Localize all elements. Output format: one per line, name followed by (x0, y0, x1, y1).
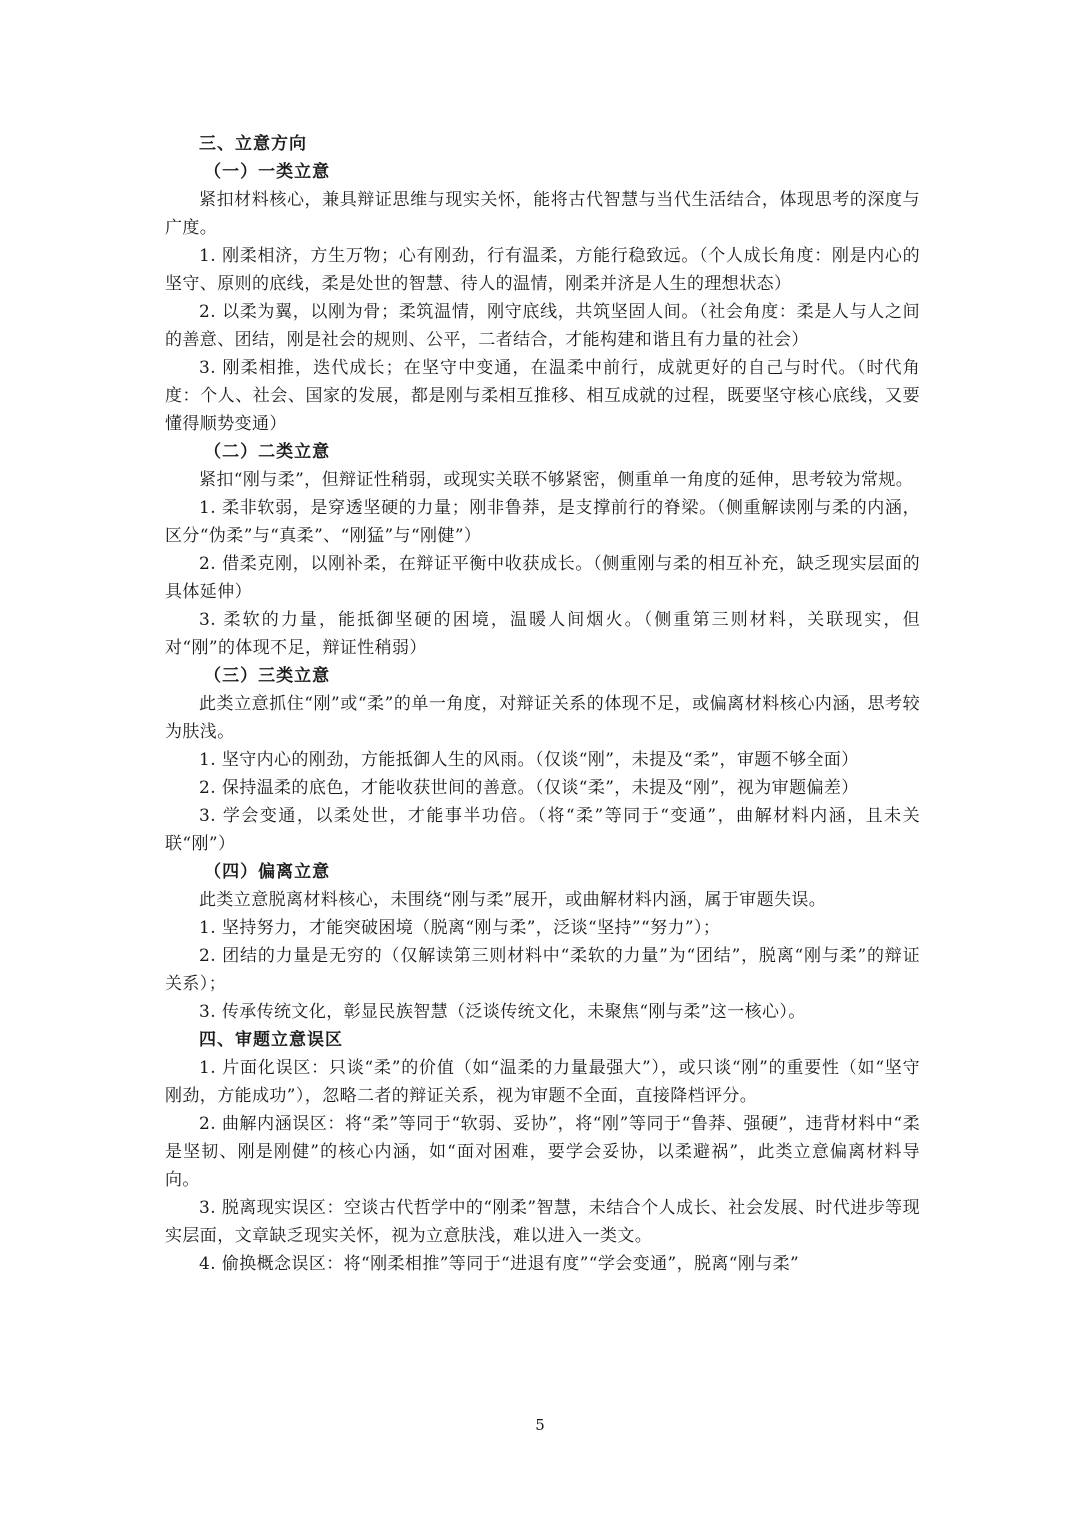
list-item: 3. 传承传统文化，彰显民族智慧（泛谈传统文化，未聚焦“刚与柔”这一核心）。 (199, 1002, 806, 1022)
document-body (165, 130, 920, 1278)
subsection-heading-3: （三）三类立意 (204, 666, 331, 686)
subsection-heading-4: （四）偏离立意 (204, 862, 331, 882)
list-item: 4. 偷换概念误区：将“刚柔相推”等同于“进退有度”“学会变通”，脱离“刚与柔” (199, 1254, 800, 1274)
list-item: 3. 刚柔相推，迭代成长；在坚守中变通，在温柔中前行，成就更好的自己与时代。（时代角度：个人、社会、国家的发展，都是刚与柔相互推移、相互成就的过程，既要坚守核心底线，又要懂得顺势变通） (165, 358, 920, 434)
list-item: 1. 坚持努力，才能突破困境（脱离“刚与柔”，泛谈“坚持”“努力”）； (199, 918, 721, 938)
subsection-heading-2: （二）二类立意 (204, 442, 331, 462)
subsection-heading-1: （一）一类立意 (204, 162, 331, 182)
list-item: 2. 以柔为翼，以刚为骨；柔筑温情，刚守底线，共筑坚固人间。（社会角度：柔是人与人之间的善意、团结，刚是社会的规则、公平，二者结合，才能构建和谐且有力量的社会） (165, 302, 920, 350)
list-item: 1. 柔非软弱，是穿透坚硬的力量；刚非鲁莽，是支撑前行的脊梁。（侧重解读刚与柔的内涵，区分“伪柔”与“真柔”、“刚猛”与“刚健”） (165, 498, 920, 546)
paragraph: 此类立意抓住“刚”或“柔”的单一角度，对辩证关系的体现不足，或偏离材料核心内涵，思考较为肤浅。 (165, 694, 920, 742)
list-item: 2. 团结的力量是无穷的（仅解读第三则材料中“柔软的力量”为“团结”，脱离“刚与柔”的辩证关系）； (165, 946, 920, 994)
list-item: 1. 刚柔相济，方生万物；心有刚劲，行有温柔，方能行稳致远。（个人成长角度：刚是内心的坚守、原则的底线，柔是处世的智慧、待人的温情，刚柔并济是人生的理想状态） (165, 246, 920, 294)
list-item: 3. 学会变通，以柔处世，才能事半功倍。（将“柔”等同于“变通”，曲解材料内涵，且未关联“刚”） (165, 806, 920, 854)
list-item: 3. 脱离现实误区：空谈古代哲学中的“刚柔”智慧，未结合个人成长、社会发展、时代进步等现实层面，文章缺乏现实关怀，视为立意肤浅，难以进入一类文。 (165, 1198, 920, 1246)
list-item: 2. 曲解内涵误区：将“柔”等同于“软弱、妥协”，将“刚”等同于“鲁莽、强硬”，违背材料中“柔是坚韧、刚是刚健”的核心内涵，如“面对困难，要学会妥协，以柔避祸”，此类立意偏离材料导向。 (165, 1114, 920, 1190)
page-number: 5 (535, 1416, 545, 1434)
section-heading-3: 三、立意方向 (199, 134, 307, 154)
section-heading-4: 四、审题立意误区 (199, 1030, 343, 1050)
paragraph: 此类立意脱离材料核心，未围绕“刚与柔”展开，或曲解材料内涵，属于审题失误。 (199, 890, 827, 910)
list-item: 3. 柔软的力量，能抵御坚硬的困境，温暖人间烟火。（侧重第三则材料，关联现实，但对“刚”的体现不足，辩证性稍弱） (165, 610, 920, 658)
list-item: 1. 坚守内心的刚劲，方能抵御人生的风雨。（仅谈“刚”，未提及“柔”，审题不够全面） (199, 750, 859, 770)
list-item: 2. 借柔克刚，以刚补柔，在辩证平衡中收获成长。（侧重刚与柔的相互补充，缺乏现实层面的具体延伸） (165, 554, 920, 602)
paragraph: 紧扣材料核心，兼具辩证思维与现实关怀，能将古代智慧与当代生活结合，体现思考的深度与广度。 (165, 190, 920, 238)
paragraph: 紧扣“刚与柔”，但辩证性稍弱，或现实关联不够紧密，侧重单一角度的延伸，思考较为常规。 (199, 470, 914, 490)
list-item: 1. 片面化误区：只谈“柔”的价值（如“温柔的力量最强大”），或只谈“刚”的重要性（如“坚守刚劲，方能成功”），忽略二者的辩证关系，视为审题不全面，直接降档评分。 (165, 1058, 920, 1106)
list-item: 2. 保持温柔的底色，才能收获世间的善意。（仅谈“柔”，未提及“刚”，视为审题偏差） (199, 778, 859, 798)
